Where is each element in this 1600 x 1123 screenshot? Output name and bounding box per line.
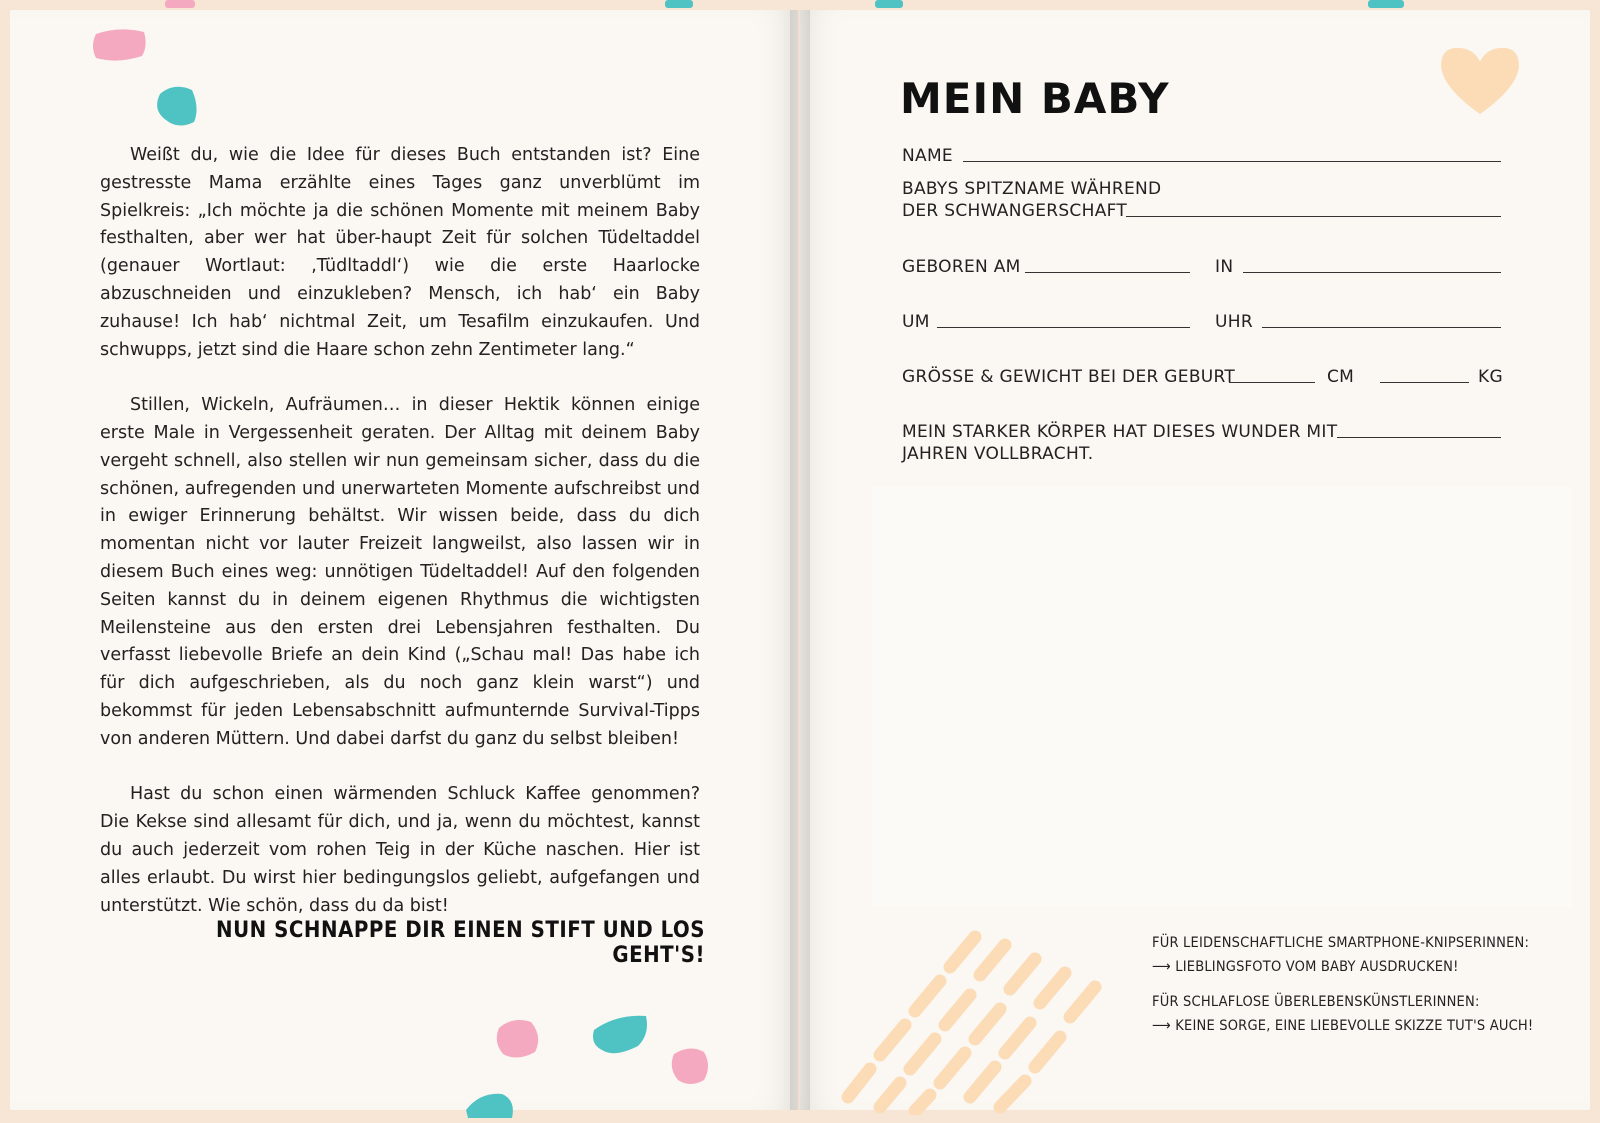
- born-in-line[interactable]: [1243, 272, 1501, 273]
- tip-2-advice: ⟶ KEINE SORGE, EINE LIEBEVOLLE SKIZZE TUT'S AUCH!: [1152, 1018, 1534, 1034]
- pink-confetti-blob-bottom: [493, 1016, 543, 1060]
- pink-confetti-blob: [90, 26, 150, 66]
- nickname-label-line1: BABYS SPITZNAME WÄHREND: [902, 179, 1162, 199]
- intro-text: [100, 142, 700, 948]
- teal-blob-top-edge-far-right: [1368, 0, 1408, 10]
- pink-blob-top-edge: [165, 0, 195, 10]
- name-label: NAME: [902, 146, 953, 166]
- weight-line[interactable]: [1380, 382, 1469, 383]
- unit-kg-label: KG: [1478, 367, 1503, 387]
- page-title: MEIN BABY: [900, 74, 1170, 123]
- intro-paragraph-2: Stillen, Wickeln, Aufräumen… in dieser Hektik können einige erste Male in Vergessenheit geraten. Der Alltag mit deinem Baby vergeht schnell, also stellen wir nun gemeinsam sicher, dass du die schönen, aufregenden und unerwarteten Momente aufschreibst und in ewiger Erinnerung behältst. Wir wissen beide, dass du dich momentan nicht vor lauter Freizeit langweilst, also lassen wir in diesem Buch eines weg: unnötigen Tüdeltaddel! Auf den folgenden Seiten kannst du in deinem eigenen Rhythmus die wichtigsten Meilensteine aus den ersten drei Lebensjahren festhalten. Du verfasst liebevolle Briefe an dein Kind („Schau mal! Das habe ich für dich aufgeschrieben, als du noch ganz klein warst“) und bekommst für jeden Lebensabschnitt aufmunternde Survival-Tipps von anderen Müttern. Und dabei darfst du ganz du selbst bleiben!: [100, 395, 700, 749]
- clock-line[interactable]: [1262, 327, 1501, 328]
- photo-area[interactable]: [872, 487, 1572, 907]
- teal-confetti-blob-bottom: [590, 1010, 650, 1058]
- tip-1-advice: ⟶ LIEBLINGSFOTO VOM BABY AUSDRUCKEN!: [1152, 959, 1459, 975]
- strong-body-label-line2: JAHREN VOLLBRACHT.: [902, 444, 1094, 464]
- nickname-label-line2: DER SCHWANGERSCHAFT: [902, 201, 1128, 221]
- size-line[interactable]: [1229, 382, 1315, 383]
- tip-1-heading: FÜR LEIDENSCHAFTLICHE SMARTPHONE-KNIPSERINNEN:: [1152, 935, 1530, 951]
- clock-label: UHR: [1215, 312, 1253, 332]
- strong-body-label-line1: MEIN STARKER KÖRPER HAT DIESES WUNDER MIT: [902, 422, 1338, 442]
- pink-confetti-blob-corner: [668, 1044, 712, 1088]
- book-gutter: [790, 10, 810, 1110]
- time-at-label: UM: [902, 312, 930, 332]
- unit-cm-label: CM: [1327, 367, 1355, 387]
- teal-blob-top-edge: [665, 0, 695, 10]
- age-line[interactable]: [1337, 437, 1501, 438]
- born-in-label: IN: [1215, 257, 1234, 277]
- call-to-action: NUN SCHNAPPE DIR EINEN STIFT UND LOS GEHT'S!: [216, 918, 705, 968]
- peach-dash-pattern: [830, 915, 1130, 1115]
- nickname-line[interactable]: [1126, 216, 1501, 217]
- time-line[interactable]: [937, 327, 1190, 328]
- peach-heart-icon: [1437, 44, 1523, 116]
- teal-blob-top-edge-right: [875, 0, 905, 10]
- born-on-line[interactable]: [1025, 272, 1190, 273]
- born-on-label: GEBOREN AM: [902, 257, 1021, 277]
- intro-paragraph-3: Hast du schon einen wärmenden Schluck Kaffee genommen? Die Kekse sind allesamt für dich, und ja, wenn du möchtest, kannst du auch jederzeit vom rohen Teig in der Küche naschen. Hier ist alles erlaubt. Du wirst hier bedingungslos geliebt, aufgefangen und unterstützt. Wie schön, dass du da bist!: [100, 784, 700, 916]
- intro-paragraph-1: Weißt du, wie die Idee für dieses Buch entstanden ist? Eine gestresste Mama erzählte eines Tages ganz unverblümt im Spielkreis: „Ich möchte ja die schönen Momente mit meinem Baby festhalten, aber wer hat über-haupt Zeit für solchen Tüdeltaddel (genauer Wortlaut: ‚Tüdltaddl‘) wie die erste Haarlocke abzuschneiden und einzukleben? Mensch, ich hab‘ ein Baby zuhause! Ich hab‘ nichtmal Zeit, um Tesafilm einzukaufen. Und schwupps, jetzt sind die Haare schon zehn Zentimeter lang.“: [100, 145, 700, 360]
- teal-confetti-blob: [152, 82, 200, 128]
- size-weight-label: GRÖSSE & GEWICHT BEI DER GEBURT: [902, 367, 1236, 387]
- teal-confetti-blob-corner: [462, 1090, 518, 1120]
- name-line[interactable]: [963, 161, 1501, 162]
- tip-2-heading: FÜR SCHLAFLOSE ÜBERLEBENSKÜNSTLERINNEN:: [1152, 994, 1480, 1010]
